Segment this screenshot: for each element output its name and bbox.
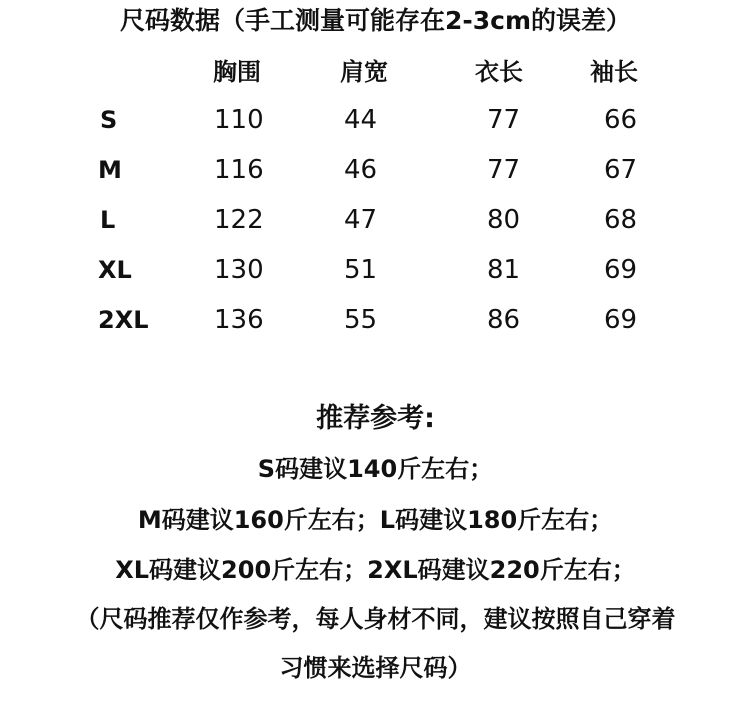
shoulder-value: 51 [344,255,378,285]
size-label: M [98,156,122,184]
recommendation-note: （尺码推荐仅作参考，每人身材不同，建议按照自己穿着 [75,605,676,633]
table-row [0,102,751,138]
sleeve-value: 68 [604,205,638,235]
chest-value: 130 [214,255,264,285]
chest-value: 116 [214,155,264,185]
sleeve-value: 69 [604,305,638,335]
size-label: L [100,206,116,234]
recommendation-heading: 推荐参考: [316,403,435,434]
column-header-chest: 胸围 [213,58,261,86]
length-value: 77 [487,105,521,135]
shoulder-value: 55 [344,305,378,335]
column-header-shoulder: 肩宽 [340,58,388,86]
recommendation-line: XL码建议200斤左右；2XL码建议220斤左右； [115,556,636,584]
size-label: 2XL [98,306,149,334]
size-label: S [100,106,118,134]
column-header-length: 衣长 [475,58,523,86]
shoulder-value: 46 [344,155,378,185]
table-row [0,302,751,338]
chest-value: 136 [214,305,264,335]
length-value: 77 [487,155,521,185]
sleeve-value: 66 [604,105,638,135]
column-header-sleeve: 袖长 [590,58,638,86]
shoulder-value: 44 [344,105,378,135]
sleeve-value: 69 [604,255,638,285]
table-row [0,202,751,238]
length-value: 81 [487,255,521,285]
length-value: 86 [487,305,521,335]
size-label: XL [98,256,132,284]
shoulder-value: 47 [344,205,378,235]
chest-value: 110 [214,105,264,135]
table-row [0,252,751,288]
recommendation-line: S码建议140斤左右； [257,455,494,483]
chest-value: 122 [214,205,264,235]
table-row [0,152,751,188]
recommendation-note: 习惯来选择尺码） [279,654,472,682]
length-value: 80 [487,205,521,235]
recommendation-line: M码建议160斤左右；L码建议180斤左右； [137,506,614,534]
size-chart-title: 尺码数据（手工测量可能存在2-3cm的误差） [119,6,632,35]
sleeve-value: 67 [604,155,638,185]
